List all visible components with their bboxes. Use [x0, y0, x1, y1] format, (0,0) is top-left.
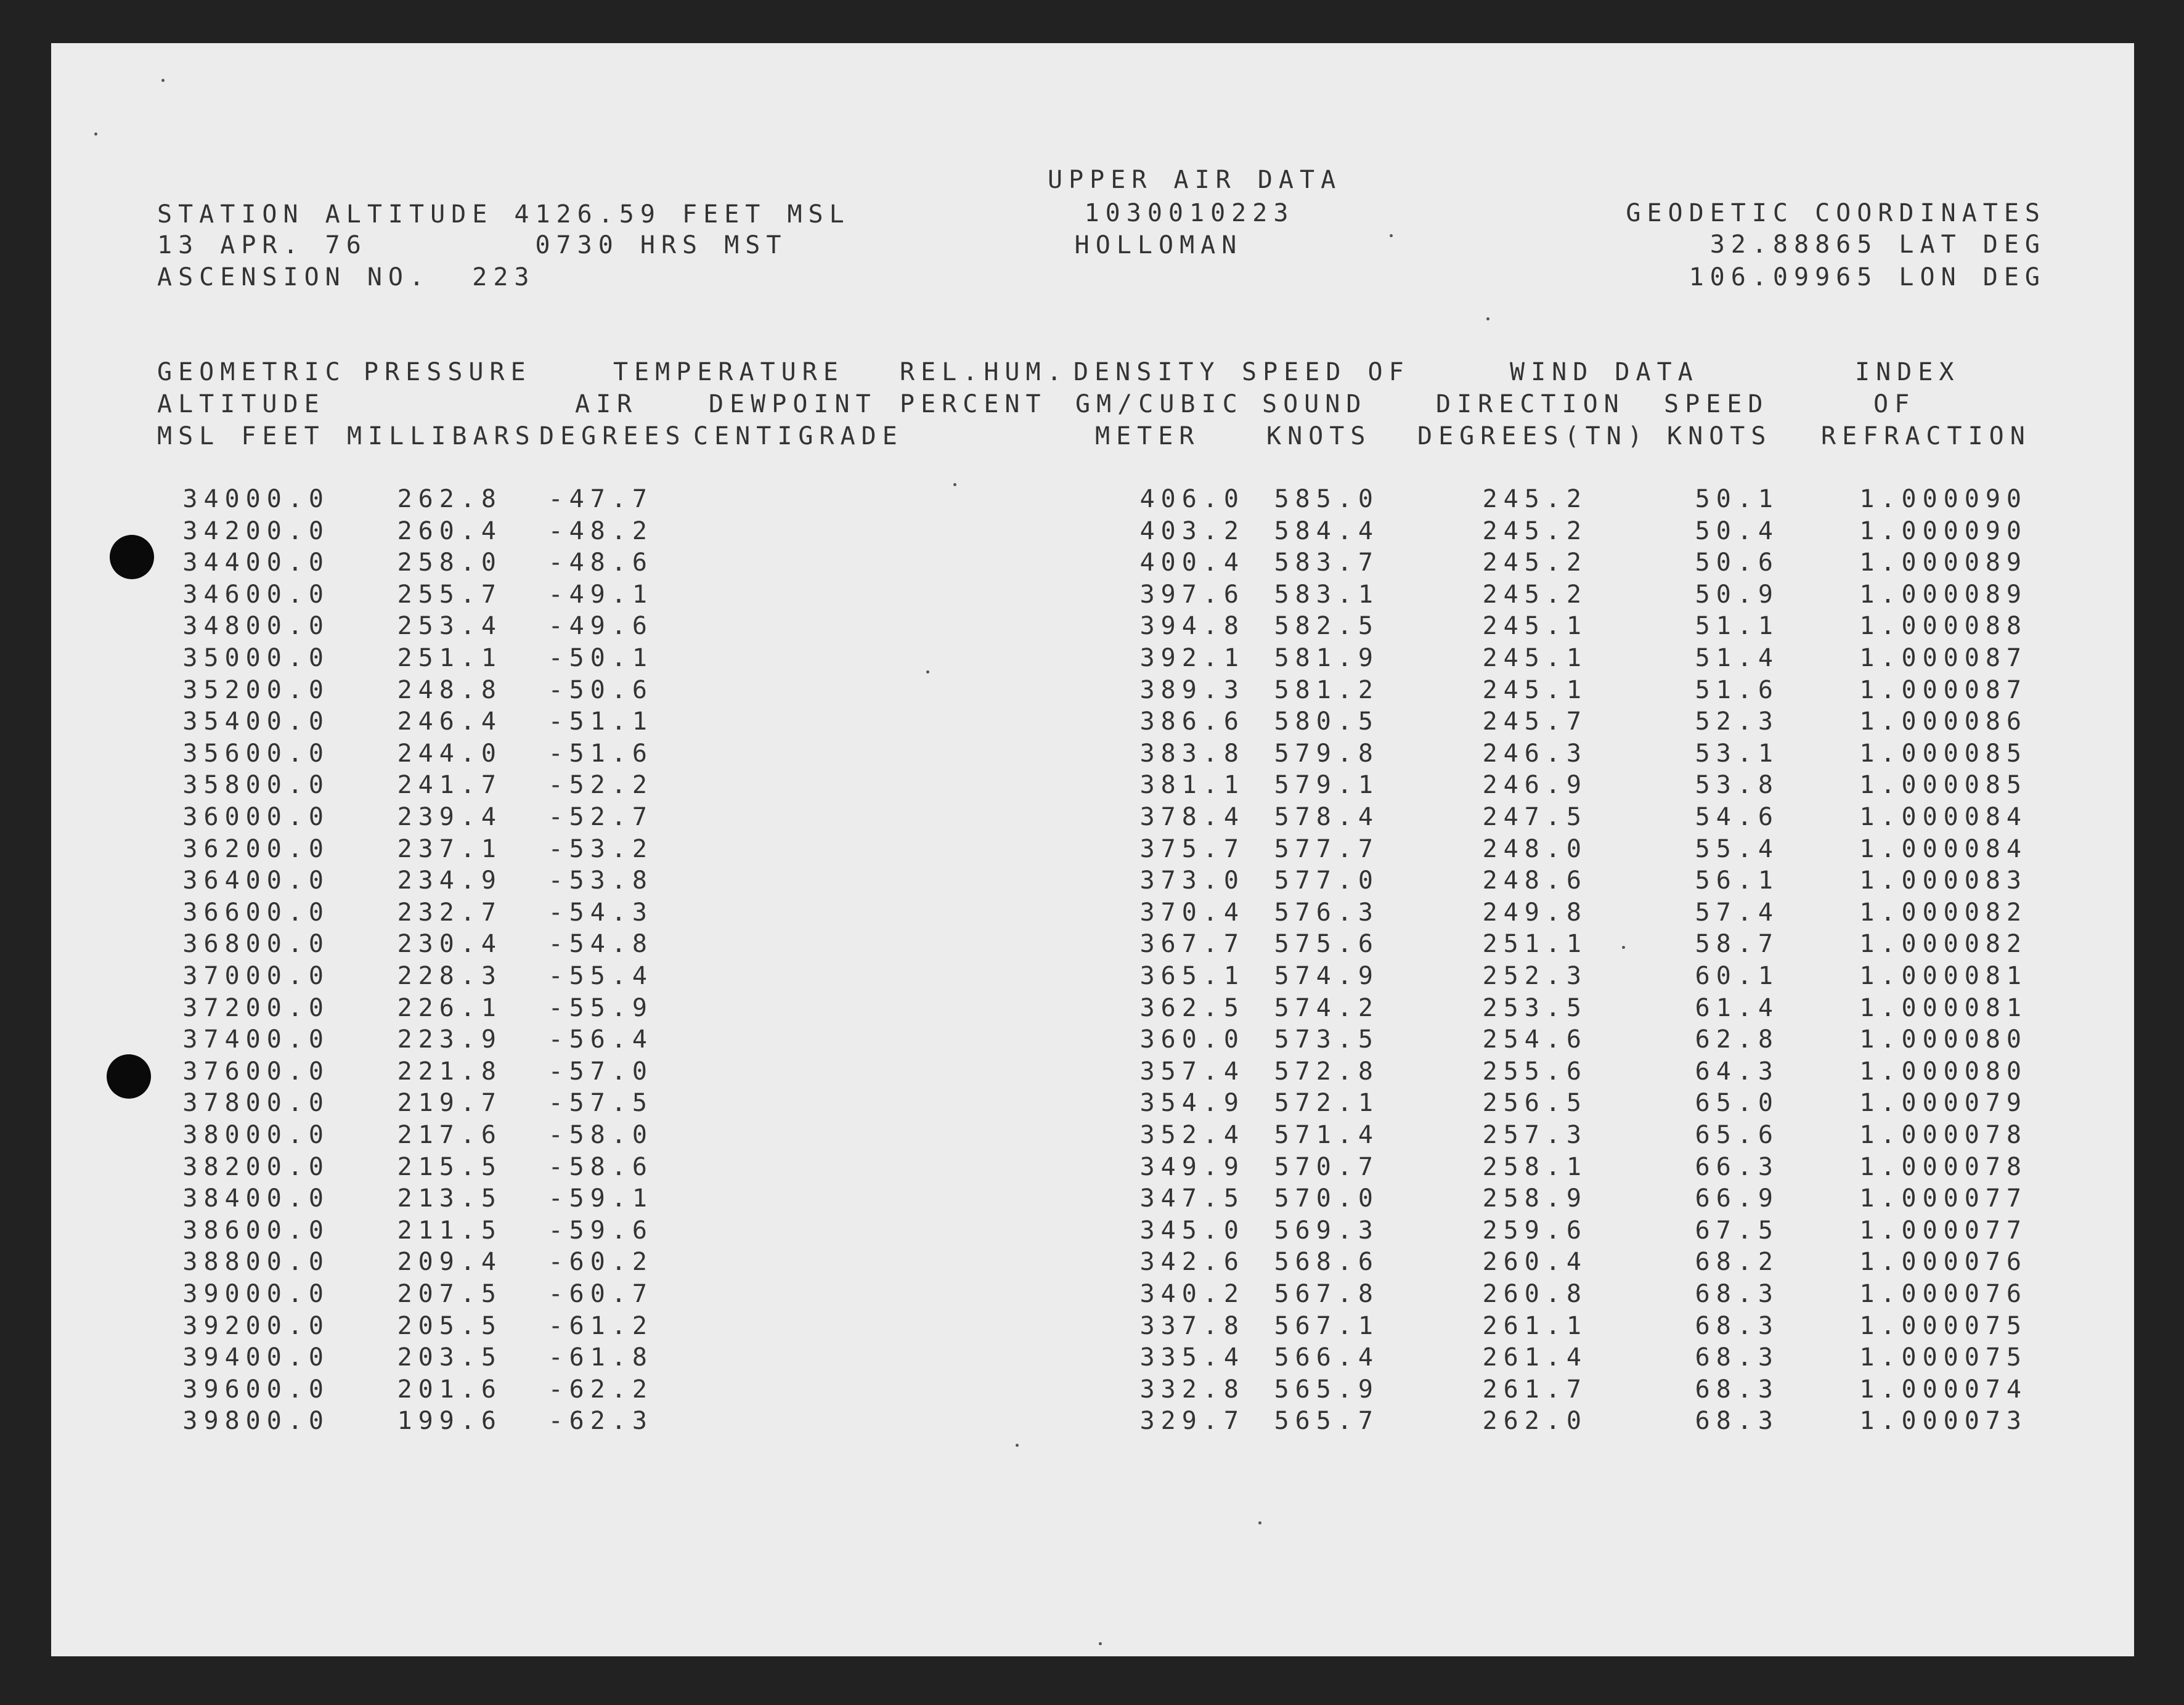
cell-altitude: 34600.0: [182, 580, 330, 609]
cell-altitude: 34200.0: [182, 517, 330, 545]
cell-refraction-index: 1.000077: [1859, 1184, 2027, 1213]
cell-speed-of-sound: 582.5: [1274, 612, 1379, 640]
cell-wind-speed: 56.1: [1695, 866, 1779, 895]
col-meter: METER: [1095, 422, 1200, 450]
col-geometric: GEOMETRIC: [157, 358, 346, 386]
cell-refraction-index: 1.000084: [1859, 835, 2027, 863]
cell-refraction-index: 1.000076: [1859, 1248, 2027, 1276]
cell-density: 332.8: [1139, 1375, 1245, 1404]
cell-speed-of-sound: 584.4: [1274, 517, 1379, 545]
cell-altitude: 35000.0: [182, 644, 330, 672]
cell-altitude: 37000.0: [182, 962, 330, 990]
cell-wind-speed: 51.1: [1695, 612, 1779, 640]
cell-speed-of-sound: 581.9: [1274, 644, 1379, 672]
cell-speed-of-sound: 581.2: [1274, 676, 1379, 704]
cell-altitude: 38800.0: [182, 1248, 330, 1276]
cell-refraction-index: 1.000079: [1859, 1089, 2027, 1117]
cell-wind-direction: 245.1: [1482, 644, 1587, 672]
cell-pressure: 251.1: [397, 644, 502, 672]
cell-wind-direction: 245.2: [1482, 548, 1587, 577]
cell-pressure: 241.7: [397, 771, 502, 799]
cell-air-temp: -48.6: [548, 548, 653, 577]
cell-density: 329.7: [1139, 1407, 1245, 1435]
cell-pressure: 223.9: [397, 1025, 502, 1054]
cell-refraction-index: 1.000081: [1859, 994, 2027, 1022]
station-altitude: STATION ALTITUDE 4126.59 FEET MSL: [157, 200, 850, 229]
cell-wind-direction: 252.3: [1482, 962, 1587, 990]
cell-altitude: 38400.0: [182, 1184, 330, 1213]
cell-altitude: 34400.0: [182, 548, 330, 577]
ascension-number: ASCENSION NO. 223: [157, 263, 536, 291]
cell-refraction-index: 1.000089: [1859, 548, 2027, 577]
cell-wind-direction: 245.2: [1482, 517, 1587, 545]
col-msl-feet: MSL FEET: [157, 422, 325, 450]
cell-speed-of-sound: 567.8: [1274, 1280, 1379, 1308]
cell-speed-of-sound: 567.1: [1274, 1312, 1379, 1340]
cell-refraction-index: 1.000087: [1859, 644, 2027, 672]
cell-wind-direction: 251.1: [1482, 930, 1587, 958]
cell-pressure: 209.4: [397, 1248, 502, 1276]
cell-wind-direction: 248.6: [1482, 866, 1587, 895]
col-refraction: REFRACTION: [1821, 422, 2031, 450]
cell-pressure: 211.5: [397, 1216, 502, 1245]
cell-refraction-index: 1.000078: [1859, 1121, 2027, 1149]
cell-pressure: 219.7: [397, 1089, 502, 1117]
cell-air-temp: -57.5: [548, 1089, 653, 1117]
cell-altitude: 37800.0: [182, 1089, 330, 1117]
cell-wind-direction: 260.8: [1482, 1280, 1587, 1308]
cell-wind-speed: 53.1: [1695, 739, 1779, 768]
cell-refraction-index: 1.000090: [1859, 485, 2027, 513]
cell-wind-speed: 65.6: [1695, 1121, 1779, 1149]
cell-air-temp: -55.4: [548, 962, 653, 990]
col-temperature: TEMPERATURE: [613, 358, 844, 386]
cell-pressure: 253.4: [397, 612, 502, 640]
cell-air-temp: -54.3: [548, 898, 653, 927]
col-gm-cubic: GM/CUBIC: [1075, 390, 1244, 418]
cell-air-temp: -52.2: [548, 771, 653, 799]
col-index: INDEX: [1855, 358, 1960, 386]
cell-altitude: 37200.0: [182, 994, 330, 1022]
cell-wind-direction: 260.4: [1482, 1248, 1587, 1276]
cell-density: 403.2: [1139, 517, 1245, 545]
col-knots-wind: KNOTS: [1667, 422, 1772, 450]
cell-speed-of-sound: 583.1: [1274, 580, 1379, 609]
cell-air-temp: -47.7: [548, 485, 653, 513]
cell-altitude: 36000.0: [182, 803, 330, 831]
col-rel-hum: REL.HUM.: [900, 358, 1068, 386]
cell-pressure: 205.5: [397, 1312, 502, 1340]
cell-wind-direction: 248.0: [1482, 835, 1587, 863]
cell-wind-speed: 68.3: [1695, 1280, 1779, 1308]
cell-wind-speed: 51.6: [1695, 676, 1779, 704]
cell-altitude: 34000.0: [182, 485, 330, 513]
cell-density: 406.0: [1139, 485, 1245, 513]
cell-pressure: 215.5: [397, 1153, 502, 1181]
cell-air-temp: -58.6: [548, 1153, 653, 1181]
cell-refraction-index: 1.000082: [1859, 930, 2027, 958]
cell-air-temp: -59.6: [548, 1216, 653, 1245]
cell-speed-of-sound: 572.1: [1274, 1089, 1379, 1117]
cell-density: 365.1: [1139, 962, 1245, 990]
cell-speed-of-sound: 569.3: [1274, 1216, 1379, 1245]
cell-density: 367.7: [1139, 930, 1245, 958]
cell-wind-speed: 55.4: [1695, 835, 1779, 863]
cell-density: 345.0: [1139, 1216, 1245, 1245]
report-site: HOLLOMAN: [1074, 231, 1243, 259]
cell-density: 378.4: [1139, 803, 1245, 831]
cell-wind-direction: 257.3: [1482, 1121, 1587, 1149]
cell-pressure: 230.4: [397, 930, 502, 958]
cell-speed-of-sound: 566.4: [1274, 1343, 1379, 1372]
cell-air-temp: -49.6: [548, 612, 653, 640]
cell-speed-of-sound: 574.2: [1274, 994, 1379, 1022]
cell-wind-speed: 68.3: [1695, 1407, 1779, 1435]
cell-speed-of-sound: 568.6: [1274, 1248, 1379, 1276]
cell-air-temp: -55.9: [548, 994, 653, 1022]
cell-wind-direction: 253.5: [1482, 994, 1587, 1022]
col-percent: PERCENT: [900, 390, 1047, 418]
cell-wind-direction: 258.1: [1482, 1153, 1587, 1181]
cell-wind-direction: 258.9: [1482, 1184, 1587, 1213]
cell-wind-speed: 68.2: [1695, 1248, 1779, 1276]
cell-altitude: 39000.0: [182, 1280, 330, 1308]
cell-altitude: 36600.0: [182, 898, 330, 927]
cell-altitude: 39600.0: [182, 1375, 330, 1404]
col-pressure: PRESSURE: [364, 358, 532, 386]
cell-altitude: 38200.0: [182, 1153, 330, 1181]
cell-wind-speed: 64.3: [1695, 1057, 1779, 1086]
cell-air-temp: -49.1: [548, 580, 653, 609]
col-density: DENSITY: [1074, 358, 1221, 386]
cell-altitude: 34800.0: [182, 612, 330, 640]
cell-density: 335.4: [1139, 1343, 1245, 1372]
cell-pressure: 237.1: [397, 835, 502, 863]
cell-air-temp: -60.2: [548, 1248, 653, 1276]
cell-density: 394.8: [1139, 612, 1245, 640]
cell-wind-direction: 245.1: [1482, 676, 1587, 704]
cell-wind-direction: 246.9: [1482, 771, 1587, 799]
cell-refraction-index: 1.000077: [1859, 1216, 2027, 1245]
cell-pressure: 199.6: [397, 1407, 502, 1435]
cell-altitude: 35200.0: [182, 676, 330, 704]
col-millibars: MILLIBARS: [347, 422, 536, 450]
cell-altitude: 38000.0: [182, 1121, 330, 1149]
cell-altitude: 39800.0: [182, 1407, 330, 1435]
cell-speed-of-sound: 570.0: [1274, 1184, 1379, 1213]
cell-density: 337.8: [1139, 1312, 1245, 1340]
col-centigrade: CENTIGRADE: [693, 422, 903, 450]
col-degrees: DEGREES: [539, 422, 687, 450]
cell-refraction-index: 1.000081: [1859, 962, 2027, 990]
longitude: 106.09965 LON DEG: [1689, 263, 2046, 291]
cell-density: 383.8: [1139, 739, 1245, 768]
cell-wind-speed: 65.0: [1695, 1089, 1779, 1117]
cell-altitude: 36200.0: [182, 835, 330, 863]
col-direction: DIRECTION: [1436, 390, 1625, 418]
cell-wind-speed: 68.3: [1695, 1312, 1779, 1340]
cell-wind-speed: 68.3: [1695, 1375, 1779, 1404]
cell-pressure: 207.5: [397, 1280, 502, 1308]
cell-refraction-index: 1.000080: [1859, 1025, 2027, 1054]
cell-speed-of-sound: 579.1: [1274, 771, 1379, 799]
cell-wind-direction: 249.8: [1482, 898, 1587, 927]
cell-wind-speed: 61.4: [1695, 994, 1779, 1022]
cell-density: 392.1: [1139, 644, 1245, 672]
cell-density: 354.9: [1139, 1089, 1245, 1117]
cell-air-temp: -57.0: [548, 1057, 653, 1086]
cell-air-temp: -48.2: [548, 517, 653, 545]
cell-air-temp: -56.4: [548, 1025, 653, 1054]
cell-speed-of-sound: 577.7: [1274, 835, 1379, 863]
cell-speed-of-sound: 580.5: [1274, 707, 1379, 736]
cell-wind-speed: 68.3: [1695, 1343, 1779, 1372]
cell-wind-speed: 50.9: [1695, 580, 1779, 609]
cell-altitude: 37400.0: [182, 1025, 330, 1054]
cell-speed-of-sound: 576.3: [1274, 898, 1379, 927]
cell-density: 373.0: [1139, 866, 1245, 895]
cell-wind-speed: 57.4: [1695, 898, 1779, 927]
cell-speed-of-sound: 577.0: [1274, 866, 1379, 895]
cell-altitude: 35800.0: [182, 771, 330, 799]
cell-pressure: 244.0: [397, 739, 502, 768]
cell-refraction-index: 1.000087: [1859, 676, 2027, 704]
cell-air-temp: -60.7: [548, 1280, 653, 1308]
cell-refraction-index: 1.000073: [1859, 1407, 2027, 1435]
cell-pressure: 226.1: [397, 994, 502, 1022]
latitude: 32.88865 LAT DEG: [1709, 230, 2046, 259]
cell-wind-direction: 245.2: [1482, 485, 1587, 513]
cell-air-temp: -61.2: [548, 1312, 653, 1340]
cell-wind-direction: 246.3: [1482, 739, 1587, 768]
col-knots-sound: KNOTS: [1266, 422, 1372, 450]
cell-pressure: 260.4: [397, 517, 502, 545]
cell-wind-speed: 60.1: [1695, 962, 1779, 990]
col-degrees-tn: DEGREES(TN): [1417, 422, 1648, 450]
cell-altitude: 35600.0: [182, 739, 330, 768]
cell-speed-of-sound: 572.8: [1274, 1057, 1379, 1086]
cell-speed-of-sound: 571.4: [1274, 1121, 1379, 1149]
cell-wind-speed: 67.5: [1695, 1216, 1779, 1245]
cell-air-temp: -58.0: [548, 1121, 653, 1149]
cell-density: 360.0: [1139, 1025, 1245, 1054]
cell-refraction-index: 1.000086: [1859, 707, 2027, 736]
cell-refraction-index: 1.000084: [1859, 803, 2027, 831]
cell-wind-direction: 261.1: [1482, 1312, 1587, 1340]
cell-altitude: 36800.0: [182, 930, 330, 958]
col-sound: SOUND: [1262, 390, 1367, 418]
cell-speed-of-sound: 574.9: [1274, 962, 1379, 990]
cell-wind-speed: 50.6: [1695, 548, 1779, 577]
cell-density: 397.6: [1139, 580, 1245, 609]
col-dewpoint: DEWPOINT: [709, 390, 877, 418]
cell-density: 362.5: [1139, 994, 1245, 1022]
cell-wind-speed: 58.7: [1695, 930, 1779, 958]
cell-air-temp: -50.6: [548, 676, 653, 704]
cell-density: 342.6: [1139, 1248, 1245, 1276]
cell-speed-of-sound: 578.4: [1274, 803, 1379, 831]
cell-refraction-index: 1.000075: [1859, 1312, 2027, 1340]
cell-altitude: 37600.0: [182, 1057, 330, 1086]
cell-altitude: 38600.0: [182, 1216, 330, 1245]
cell-wind-speed: 50.4: [1695, 517, 1779, 545]
col-wind-data: WIND DATA: [1510, 358, 1699, 386]
col-of: OF: [1873, 390, 1916, 418]
cell-pressure: 213.5: [397, 1184, 502, 1213]
col-speed-of: SPEED OF: [1242, 358, 1410, 386]
cell-pressure: 203.5: [397, 1343, 502, 1372]
cell-altitude: 39400.0: [182, 1343, 330, 1372]
cell-altitude: 35400.0: [182, 707, 330, 736]
cell-pressure: 221.8: [397, 1057, 502, 1086]
cell-air-temp: -62.3: [548, 1407, 653, 1435]
cell-speed-of-sound: 583.7: [1274, 548, 1379, 577]
cell-air-temp: -61.8: [548, 1343, 653, 1372]
cell-air-temp: -51.1: [548, 707, 653, 736]
cell-pressure: 234.9: [397, 866, 502, 895]
cell-wind-speed: 50.1: [1695, 485, 1779, 513]
cell-air-temp: -59.1: [548, 1184, 653, 1213]
cell-wind-direction: 261.4: [1482, 1343, 1587, 1372]
cell-speed-of-sound: 575.6: [1274, 930, 1379, 958]
cell-density: 370.4: [1139, 898, 1245, 927]
cell-pressure: 228.3: [397, 962, 502, 990]
col-air: AIR: [575, 390, 638, 418]
cell-wind-speed: 51.4: [1695, 644, 1779, 672]
cell-air-temp: -50.1: [548, 644, 653, 672]
cell-pressure: 255.7: [397, 580, 502, 609]
geodetic-coordinates-label: GEODETIC COORDINATES: [1626, 199, 2046, 227]
cell-refraction-index: 1.000085: [1859, 771, 2027, 799]
cell-pressure: 239.4: [397, 803, 502, 831]
cell-wind-direction: 259.6: [1482, 1216, 1587, 1245]
cell-wind-speed: 66.9: [1695, 1184, 1779, 1213]
cell-air-temp: -62.2: [548, 1375, 653, 1404]
cell-wind-direction: 254.6: [1482, 1025, 1587, 1054]
cell-density: 352.4: [1139, 1121, 1245, 1149]
cell-air-temp: -53.8: [548, 866, 653, 895]
cell-air-temp: -52.7: [548, 803, 653, 831]
cell-pressure: 248.8: [397, 676, 502, 704]
cell-wind-direction: 262.0: [1482, 1407, 1587, 1435]
col-altitude: ALTITUDE: [157, 390, 325, 418]
cell-pressure: 262.8: [397, 485, 502, 513]
cell-refraction-index: 1.000088: [1859, 612, 2027, 640]
cell-density: 386.6: [1139, 707, 1245, 736]
cell-refraction-index: 1.000082: [1859, 898, 2027, 927]
cell-density: 389.3: [1139, 676, 1245, 704]
cell-refraction-index: 1.000080: [1859, 1057, 2027, 1086]
cell-refraction-index: 1.000090: [1859, 517, 2027, 545]
cell-wind-direction: 261.7: [1482, 1375, 1587, 1404]
cell-pressure: 201.6: [397, 1375, 502, 1404]
cell-air-temp: -53.2: [548, 835, 653, 863]
cell-wind-speed: 66.3: [1695, 1153, 1779, 1181]
cell-wind-speed: 62.8: [1695, 1025, 1779, 1054]
cell-refraction-index: 1.000074: [1859, 1375, 2027, 1404]
cell-air-temp: -54.8: [548, 930, 653, 958]
cell-pressure: 232.7: [397, 898, 502, 927]
cell-density: 340.2: [1139, 1280, 1245, 1308]
cell-density: 381.1: [1139, 771, 1245, 799]
cell-density: 347.5: [1139, 1184, 1245, 1213]
cell-density: 349.9: [1139, 1153, 1245, 1181]
cell-pressure: 258.0: [397, 548, 502, 577]
cell-density: 400.4: [1139, 548, 1245, 577]
cell-wind-speed: 54.6: [1695, 803, 1779, 831]
report-code: 1030010223: [1084, 199, 1295, 227]
cell-wind-direction: 245.2: [1482, 580, 1587, 609]
cell-density: 357.4: [1139, 1057, 1245, 1086]
cell-altitude: 39200.0: [182, 1312, 330, 1340]
cell-refraction-index: 1.000078: [1859, 1153, 2027, 1181]
cell-pressure: 246.4: [397, 707, 502, 736]
cell-wind-direction: 245.7: [1482, 707, 1587, 736]
cell-speed-of-sound: 579.8: [1274, 739, 1379, 768]
cell-density: 375.7: [1139, 835, 1245, 863]
cell-altitude: 36400.0: [182, 866, 330, 895]
cell-refraction-index: 1.000076: [1859, 1280, 2027, 1308]
cell-wind-direction: 247.5: [1482, 803, 1587, 831]
cell-refraction-index: 1.000083: [1859, 866, 2027, 895]
cell-wind-direction: 245.1: [1482, 612, 1587, 640]
report-title: UPPER AIR DATA: [1048, 166, 1342, 194]
cell-pressure: 217.6: [397, 1121, 502, 1149]
cell-speed-of-sound: 573.5: [1274, 1025, 1379, 1054]
cell-speed-of-sound: 565.7: [1274, 1407, 1379, 1435]
cell-air-temp: -51.6: [548, 739, 653, 768]
cell-speed-of-sound: 570.7: [1274, 1153, 1379, 1181]
date-time: 13 APR. 76 0730 HRS MST: [157, 231, 788, 259]
cell-refraction-index: 1.000085: [1859, 739, 2027, 768]
cell-speed-of-sound: 565.9: [1274, 1375, 1379, 1404]
cell-speed-of-sound: 585.0: [1274, 485, 1379, 513]
cell-refraction-index: 1.000075: [1859, 1343, 2027, 1372]
cell-wind-speed: 53.8: [1695, 771, 1779, 799]
cell-refraction-index: 1.000089: [1859, 580, 2027, 609]
cell-wind-speed: 52.3: [1695, 707, 1779, 736]
cell-wind-direction: 256.5: [1482, 1089, 1587, 1117]
cell-wind-direction: 255.6: [1482, 1057, 1587, 1086]
col-speed: SPEED: [1664, 390, 1769, 418]
